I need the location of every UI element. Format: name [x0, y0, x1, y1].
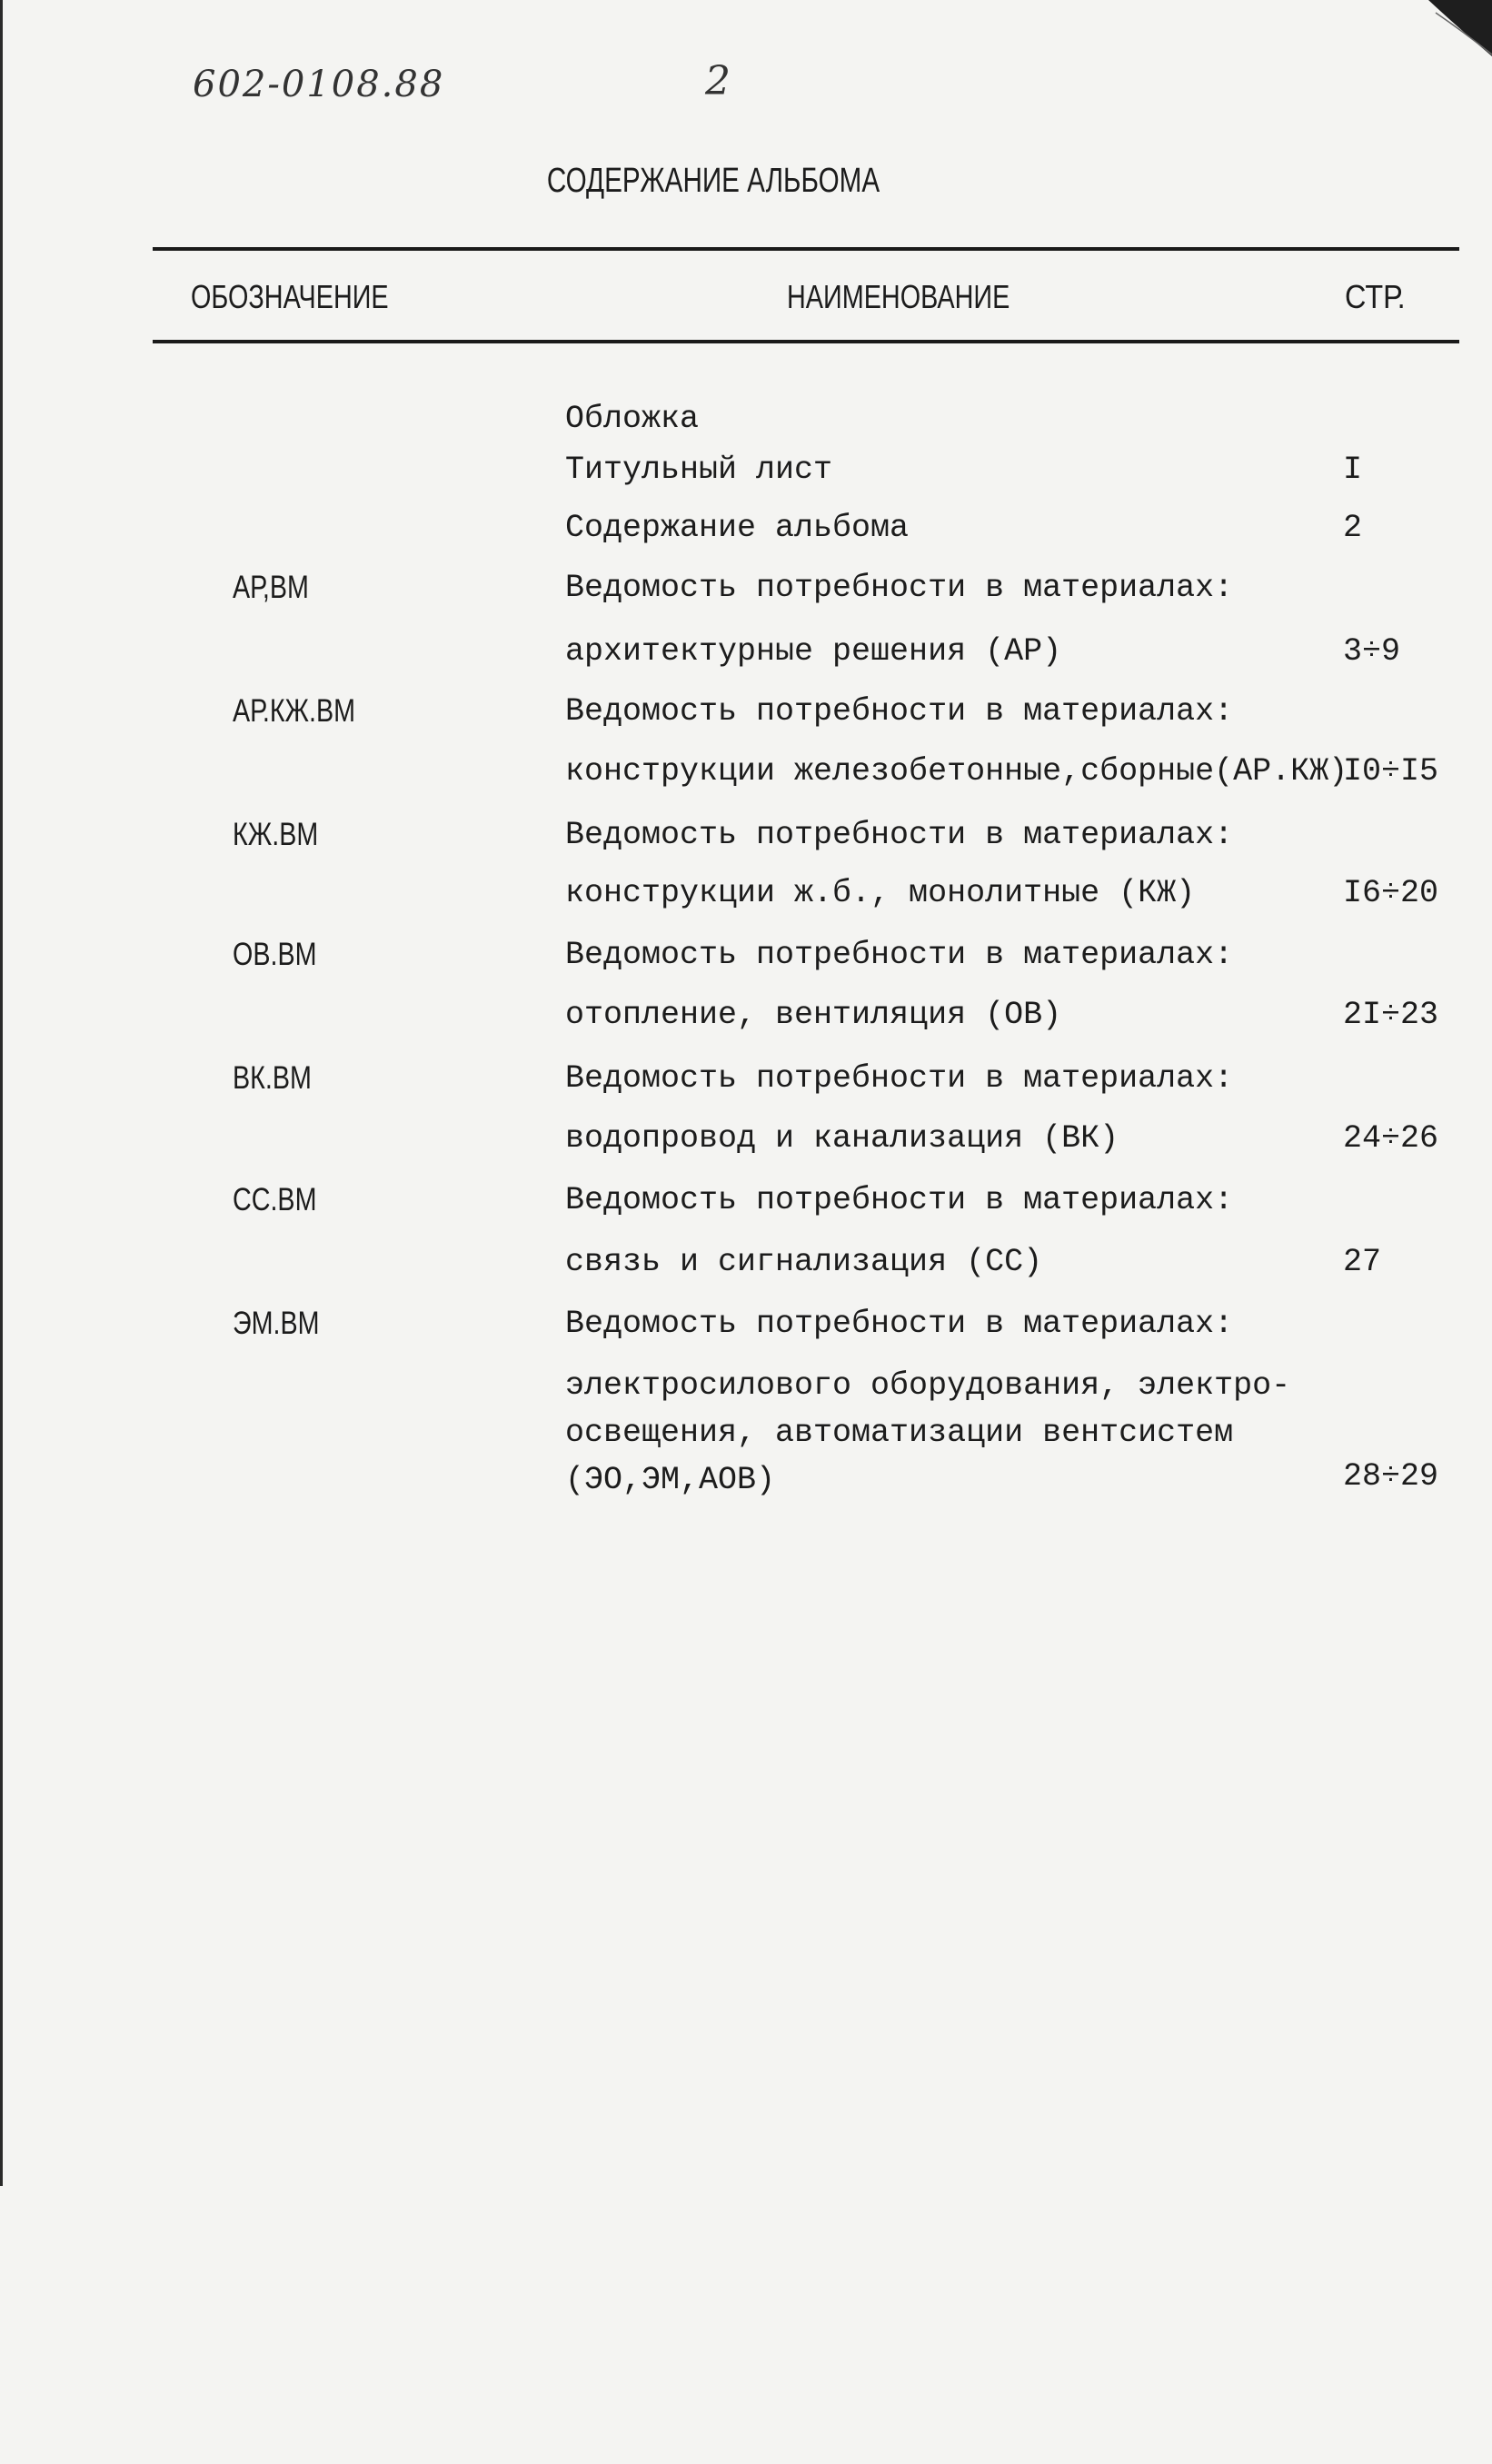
row-name-line-2: освещения, автоматизации вентсистем: [565, 1415, 1234, 1451]
row-name: связь и сигнализация (СС): [565, 1244, 1043, 1280]
scan-edge: [0, 0, 3, 2186]
row-code: СС.ВМ: [233, 1182, 317, 1217]
row-page: I6÷20: [1343, 875, 1439, 911]
row-name: Ведомость потребности в материалах:: [565, 1060, 1234, 1097]
row-page: I0÷I5: [1343, 753, 1439, 790]
row-name: водопровод и канализация (ВК): [565, 1120, 1119, 1157]
row-page: 27: [1343, 1244, 1382, 1280]
column-header-page: СТР.: [1345, 278, 1406, 315]
row-name: конструкции железобетонные,сборные(АР.КЖ): [565, 753, 1348, 790]
row-page: 28÷29: [1343, 1458, 1439, 1495]
row-page: 3÷9: [1343, 633, 1401, 670]
column-header-code: ОБОЗНАЧЕНИЕ: [191, 278, 389, 315]
row-name: Содержание альбома: [565, 510, 910, 546]
row-name: Ведомость потребности в материалах:: [565, 1306, 1234, 1342]
row-code: АР,ВМ: [233, 570, 309, 605]
row-name: конструкции ж.б., монолитные (КЖ): [565, 875, 1196, 911]
row-name: отопление, вентиляция (ОВ): [565, 997, 1062, 1033]
row-name-line-3: (ЭО,ЭМ,АОВ): [565, 1462, 776, 1498]
row-page: 2: [1343, 510, 1363, 546]
page-title: СОДЕРЖАНИЕ АЛЬБОМА: [546, 162, 880, 200]
row-page: I: [1343, 452, 1363, 488]
handwritten-page-number: 2: [705, 58, 731, 104]
row-name: архитектурные решения (АР): [565, 633, 1062, 670]
row-page: 2I÷23: [1343, 997, 1439, 1033]
row-code: ОВ.ВМ: [233, 937, 317, 972]
row-code: ВК.ВМ: [233, 1060, 312, 1096]
row-name: Ведомость потребности в материалах:: [565, 693, 1234, 730]
row-name-line-1: электросилового оборудования, электро-: [565, 1367, 1291, 1404]
row-name: Ведомость потребности в материалах:: [565, 570, 1234, 606]
column-header-name: НАИМЕНОВАНИЕ: [787, 278, 1010, 315]
handwritten-document-code: 602-0108.88: [193, 64, 445, 105]
row-name: Ведомость потребности в материалах:: [565, 1182, 1234, 1218]
row-name: Ведомость потребности в материалах:: [565, 817, 1234, 853]
row-page: 24÷26: [1343, 1120, 1439, 1157]
row-code: АР.КЖ.ВМ: [233, 693, 356, 729]
table-header-rule: [153, 340, 1459, 343]
table-top-rule: [153, 247, 1459, 251]
row-code: КЖ.ВМ: [233, 817, 319, 852]
row-name: Ведомость потребности в материалах:: [565, 937, 1234, 973]
row-name: Обложка: [565, 401, 700, 437]
row-name: Титульный лист: [565, 452, 833, 488]
row-code: ЭМ.ВМ: [233, 1306, 320, 1341]
folded-corner-icon: [1383, 0, 1492, 64]
